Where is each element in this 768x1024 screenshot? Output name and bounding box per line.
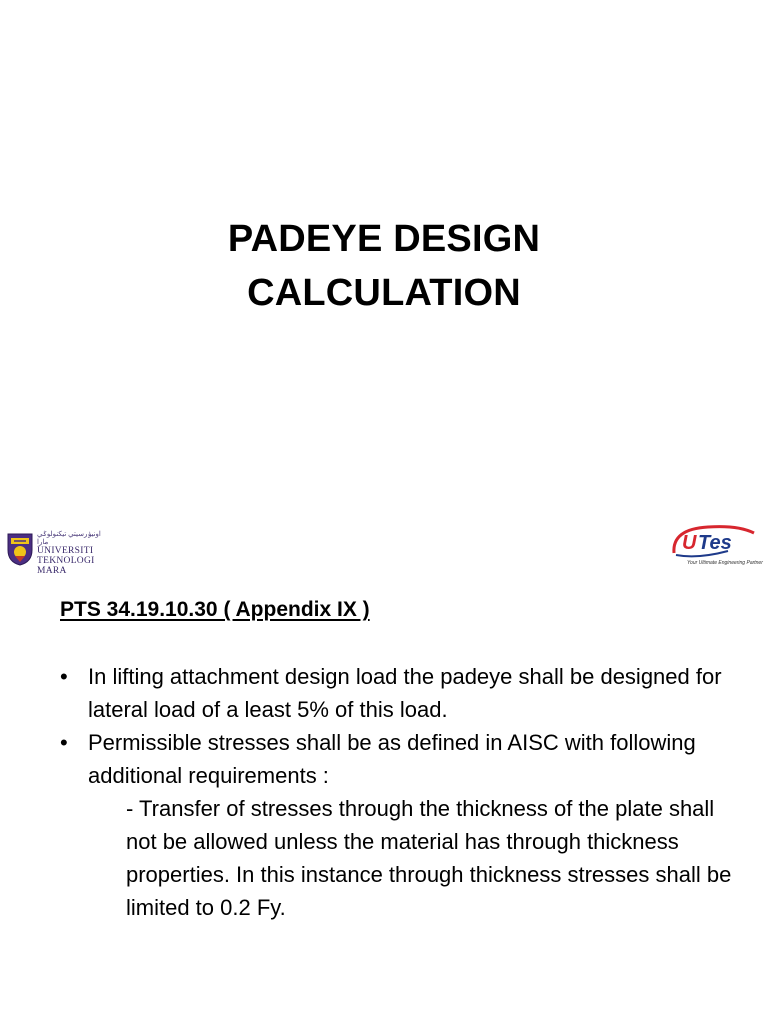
uitm-line-1: UNIVERSITI [37, 546, 94, 556]
bullet-item-1 [60, 660, 750, 726]
bullet-list [60, 660, 750, 924]
svg-text:Tes: Tes [698, 532, 732, 554]
section-heading: PTS 34.19.10.30 ( Appendix IX ) [60, 598, 370, 621]
uitm-crest-icon [6, 532, 34, 566]
title-slide [0, 0, 768, 505]
title-line-1: PADEYE DESIGN [227, 218, 541, 260]
bullet-text-1: In lifting attachment design load the padeye shall be designed for lateral load of a least 5% of this load. [88, 664, 722, 722]
title-line-2: CALCULATION [247, 272, 521, 314]
svg-text:U: U [682, 532, 697, 554]
uitm-line-2: TEKNOLOGI [37, 556, 95, 566]
utes-tagline: Your Ultimate Engineering Partner [687, 560, 763, 566]
bullet-dot-2: • [60, 730, 68, 755]
bullet-item-2 [60, 726, 750, 792]
utes-logo [668, 519, 764, 571]
bullet-text-2: Permissible stresses shall be as defined in AISC with following additional requirements : [88, 730, 696, 788]
utes-swoosh-icon [668, 519, 764, 561]
slide-title [0, 212, 768, 320]
uitm-jawi-text: اونيۏرسيتي تيكنولوݢي مارا [37, 530, 101, 546]
content-slide [0, 505, 768, 1024]
uitm-logo [6, 528, 106, 576]
sub-item: - Transfer of stresses through the thickness of the plate shall not be allowed unless the material has through thickness properties. In this instance through thickness stresses shall be limited to 0.2 Fy. [126, 796, 732, 920]
uitm-line-3: MARA [37, 566, 67, 576]
bullet-dot-1: • [60, 664, 68, 689]
